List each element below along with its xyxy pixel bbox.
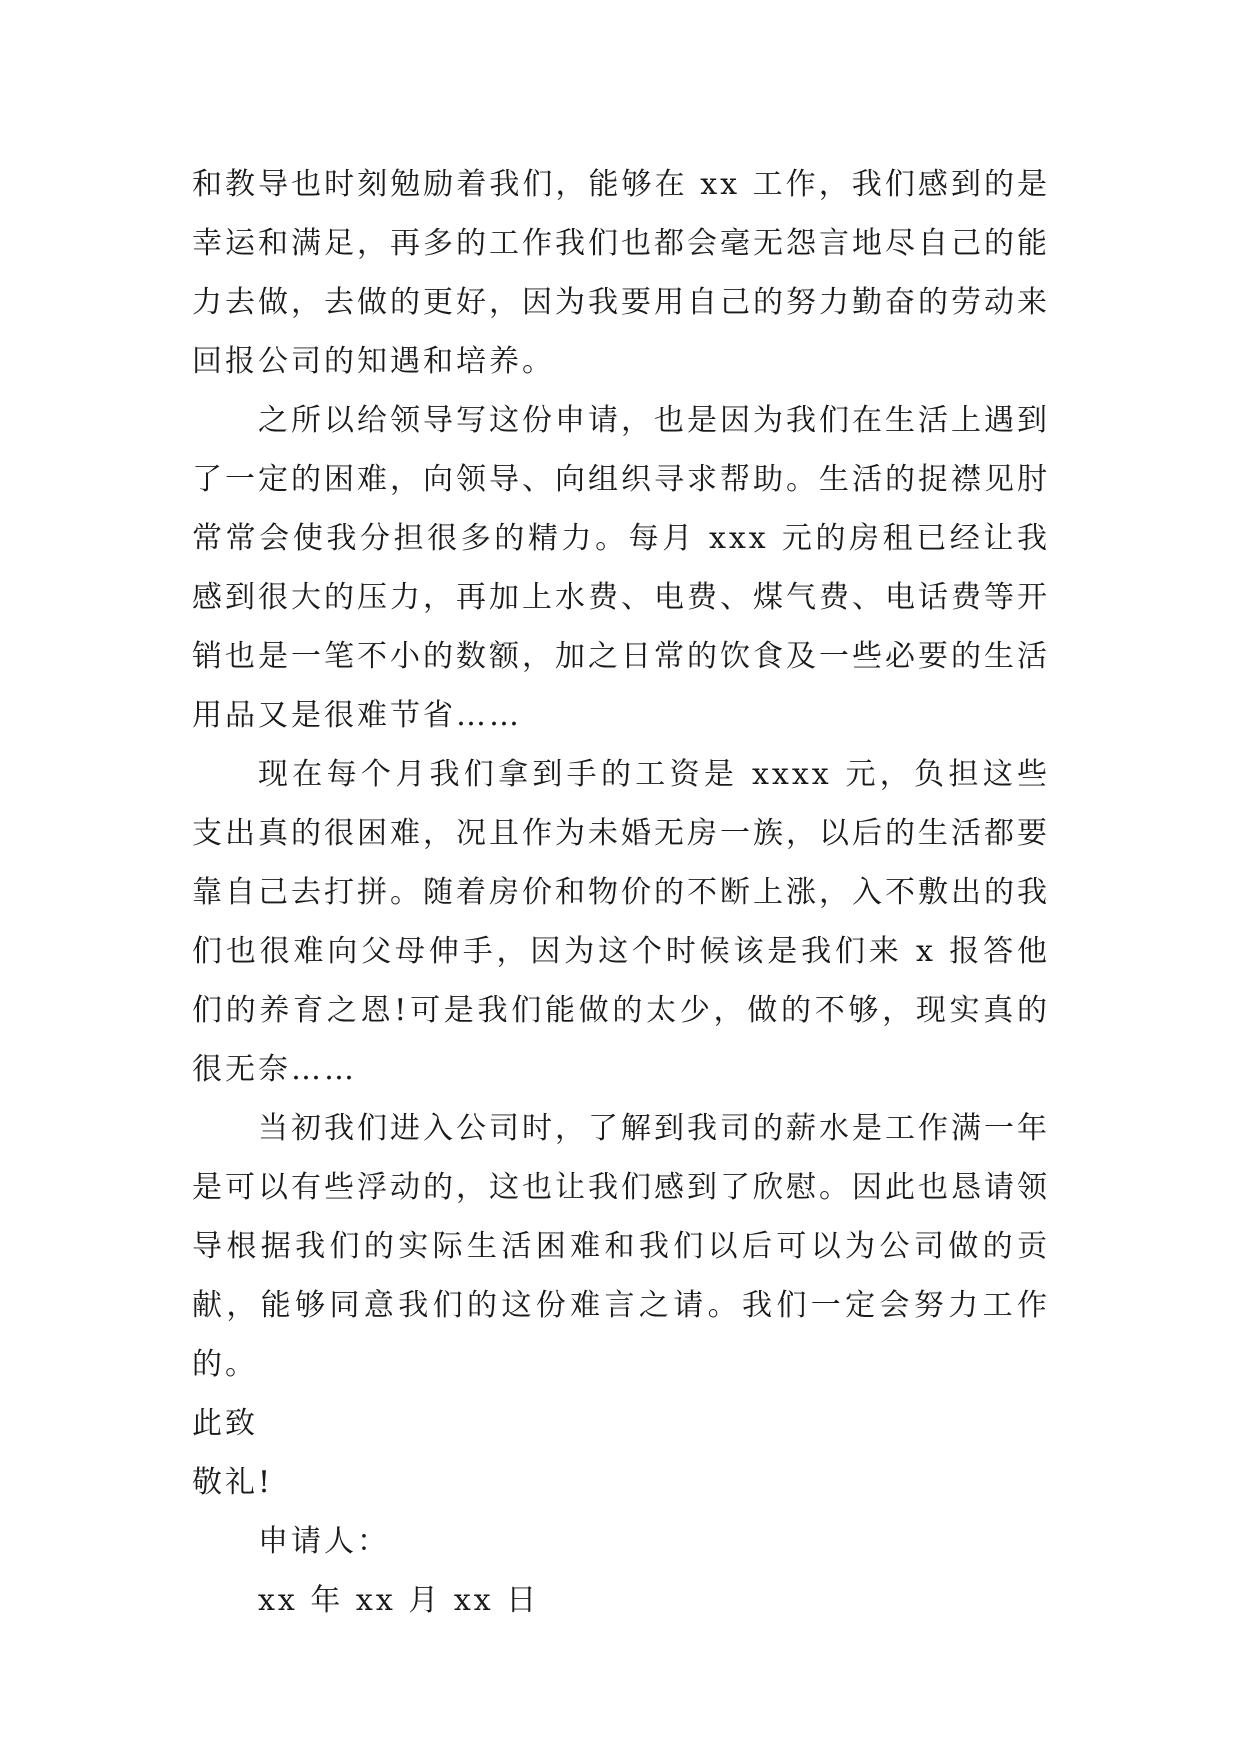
closing-regards: 敬礼! [192,1465,274,1500]
applicant-label: 申请人： [258,1524,390,1559]
document-body [192,155,1050,1630]
paragraph-1: 和教导也时刻勉励着我们，能够在 xx 工作，我们感到的是幸运和满足，再多的工作我们也都会毫无怨言地尽自己的能力去做，去做的更好，因为我要用自己的努力勤奋的劳动来回报公司的知遇和培养。 [192,167,1050,379]
paragraph-3: 现在每个月我们拿到手的工资是 xxxx 元，负担这些支出真的很困难，况且作为未婚无房一族，以后的生活都要靠自己去打拼。随着房价和物价的不断上涨，入不敷出的我们也很难向父母伸手，因为这个时候该是我们来 x 报答他们的养育之恩!可是我们能做的太少，做的不够，现实真的很无奈…… [192,757,1050,1087]
closing-salutation: 此致 [192,1406,258,1441]
signature-date: xx 年 xx 月 xx 日 [258,1583,540,1618]
paragraph-2: 之所以给领导写这份申请，也是因为我们在生活上遇到了一定的困难，向领导、向组织寻求帮助。生活的捉襟见肘常常会使我分担很多的精力。每月 xxx 元的房租已经让我感到很大的压力，再加上水费、电费、煤气费、电话费等开销也是一笔不小的数额，加之日常的饮食及一些必要的生活用品又是很难节省…… [192,403,1050,733]
paragraph-4: 当初我们进入公司时，了解到我司的薪水是工作满一年是可以有些浮动的，这也让我们感到了欣慰。因此也恳请领导根据我们的实际生活困难和我们以后可以为公司做的贡献，能够同意我们的这份难言之请。我们一定会努力工作的。 [192,1111,1050,1382]
